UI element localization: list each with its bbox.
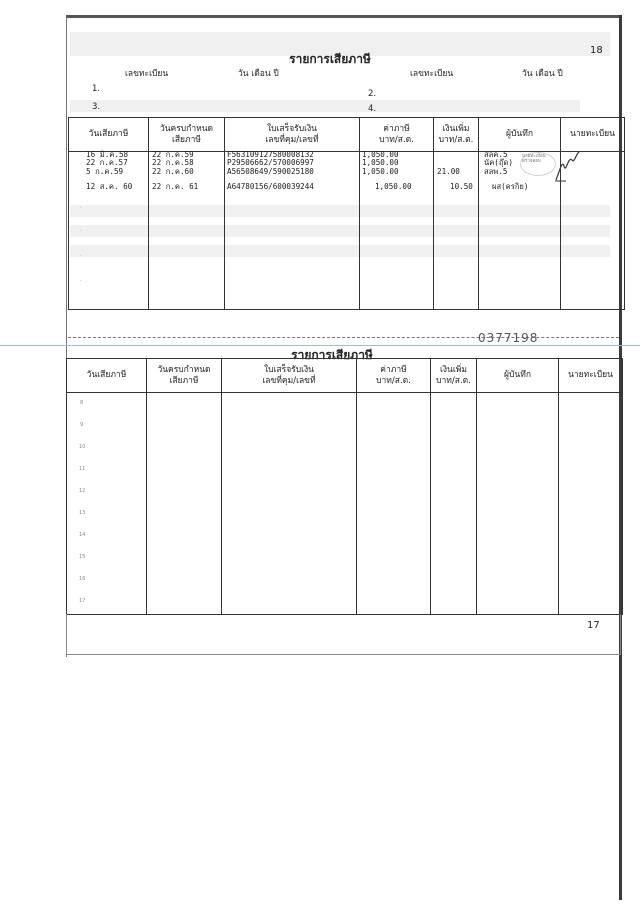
paid-date: 12 ส.ค. 60	[86, 182, 133, 191]
column-header: ค่าภาษี บาท/ส.ต.	[357, 359, 431, 393]
entry-number: 1.	[92, 84, 101, 94]
due-date: 22 ก.ค. 61	[152, 182, 199, 191]
page-number: 17	[587, 620, 600, 631]
stamp-text: นายทะเบียน ตรวจสอบ	[522, 154, 546, 164]
row-number: 12	[79, 488, 86, 494]
row-number: 14	[79, 532, 86, 538]
row-number: 11	[79, 466, 86, 472]
paid-date: 16 มิ.ค.58	[86, 150, 129, 159]
section-title: รายการเสียภาษี	[291, 348, 373, 362]
column-header: วันครบกำหนด เสียภาษี	[147, 359, 222, 393]
date-label-left: วัน เดือน ปี	[238, 69, 279, 79]
section-title: รายการเสียภาษี	[289, 52, 371, 66]
column-header: ผู้บันทึก	[479, 118, 561, 152]
table-header-row	[69, 118, 625, 152]
page-number: 18	[590, 45, 603, 56]
column-header: เงินเพิ่ม บาท/ส.ต.	[431, 359, 477, 393]
row-marker: ·	[80, 205, 82, 211]
surcharge-amount: 21.00	[437, 167, 460, 176]
row-number: 15	[79, 554, 86, 560]
table-header-row	[67, 359, 623, 393]
receipt-number: F563109127580008132	[227, 150, 314, 159]
row-number: 9	[80, 422, 84, 428]
tax-payment-table	[66, 358, 623, 615]
serial-fragment: 0377198	[478, 331, 539, 345]
row-marker: ·	[80, 278, 82, 284]
tax-amount: 1,050.00	[362, 167, 399, 176]
row-number: 13	[79, 510, 86, 516]
reg-label-right: เลขทะเบียน	[410, 69, 454, 79]
recorder: สลพ.5	[484, 167, 508, 176]
table-body	[67, 393, 623, 615]
column-header: ผู้บันทึก	[477, 359, 559, 393]
column-header: วันเสียภาษี	[69, 118, 149, 152]
row-marker: ·	[80, 228, 82, 234]
row-marker: ·	[80, 253, 82, 259]
recorder: สลค.5	[484, 150, 508, 159]
column-header: ค่าภาษี บาท/ส.ต.	[360, 118, 434, 152]
column-header: นายทะเบียน	[561, 118, 625, 152]
column-header: ใบเสร็จรับเงิน เลขที่คุม/เลขที่	[225, 118, 360, 152]
surcharge-amount: 10.50	[450, 182, 473, 191]
paid-date: 5 ก.ค.59	[86, 167, 124, 176]
receipt-number: A56508649/590025180	[227, 167, 314, 176]
tax-payment-table	[68, 117, 625, 310]
page-footer-band	[66, 614, 621, 655]
date-label-right: วัน เดือน ปี	[522, 69, 563, 79]
tax-amount: 1,050.00	[362, 158, 399, 167]
entry-number: 2.	[368, 89, 377, 99]
bleed-through	[70, 100, 580, 112]
tax-amount: 1,050.00	[362, 150, 399, 159]
receipt-number: P29506662/570006997	[227, 158, 314, 167]
column-header: นายทะเบียน	[559, 359, 623, 393]
row-number: 10	[79, 444, 86, 450]
recorder: นัค(ถุ๊ด)	[484, 158, 513, 167]
column-header: ใบเสร็จรับเงิน เลขที่คุม/เลขที่	[222, 359, 357, 393]
row-number: 8	[80, 400, 84, 406]
recorder: ผส(ครกิย)	[492, 182, 529, 191]
column-header: เงินเพิ่ม บาท/ส.ต.	[434, 118, 479, 152]
due-date: 22 ก.ค.58	[152, 158, 194, 167]
tax-amount: 1,050.00	[375, 182, 412, 191]
entry-number: 3.	[92, 102, 101, 112]
entry-number: 4.	[368, 104, 377, 114]
bleed-through	[70, 32, 610, 44]
column-header: วันเสียภาษี	[67, 359, 147, 393]
reg-label-left: เลขทะเบียน	[125, 69, 169, 79]
paid-date: 22 ก.ค.57	[86, 158, 128, 167]
due-date: 22 ก.ค.59	[152, 150, 194, 159]
row-number: 16	[79, 576, 86, 582]
receipt-number: A64780156/600039244	[227, 182, 314, 191]
signature	[552, 150, 582, 184]
column-header: วันครบกำหนด เสียภาษี	[149, 118, 225, 152]
row-number: 17	[79, 598, 86, 604]
due-date: 22 ก.ค.60	[152, 167, 194, 176]
